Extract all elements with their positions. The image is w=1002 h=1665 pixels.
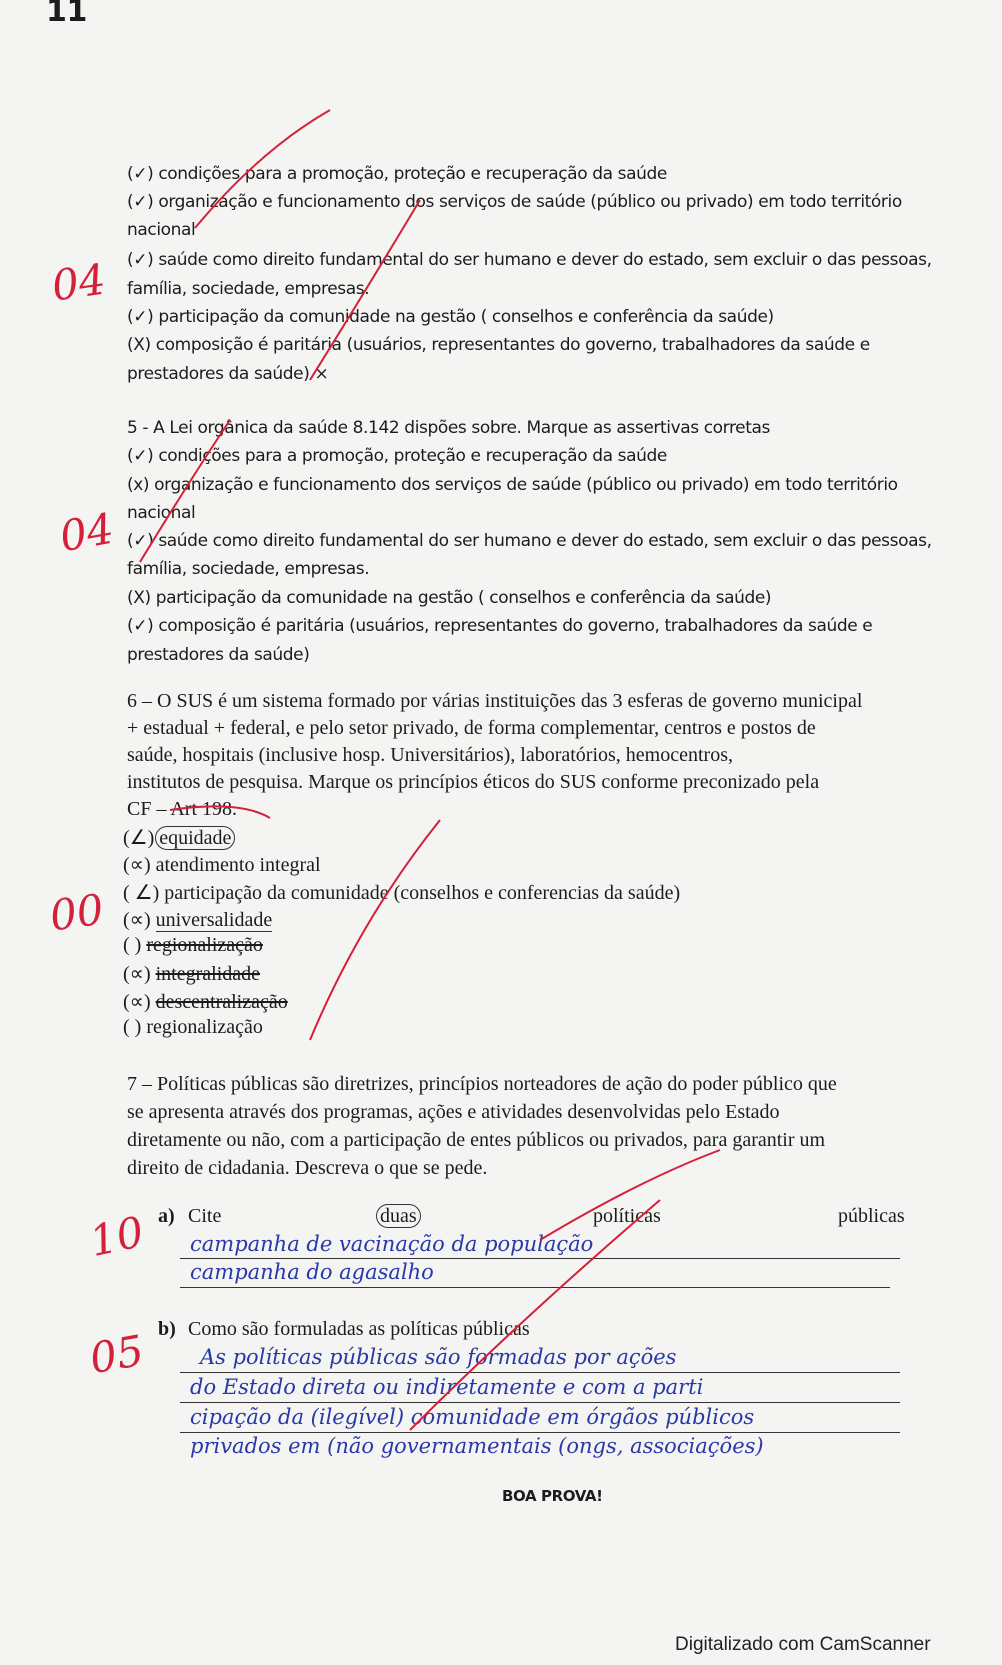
grade-q7a: 10	[85, 1206, 148, 1267]
option-text: condições para a promoção, proteção e recuperação da saúde	[158, 446, 667, 466]
option-item	[123, 852, 321, 877]
option-text: composição é paritária (usuários, representantes do governo, trabalhadores da saúde e	[158, 616, 873, 636]
option-text: participação da comunidade (conselhos e conferencias da saúde)	[164, 882, 681, 904]
question-text-line: direito de cidadania. Descreva o que se pede.	[127, 1157, 488, 1179]
option-text: saúde como direito fundamental do ser humano e dever do estado, sem excluir o das pessoas,	[158, 531, 932, 551]
option-item	[127, 531, 932, 551]
subquestion-a-prompt-start: Cite	[188, 1205, 222, 1227]
question-text-line: CF – Art 198.	[127, 798, 238, 820]
page-mark: 11	[46, 0, 87, 29]
option-mark: ( ∠)	[123, 882, 160, 904]
option-item	[127, 503, 195, 523]
handwritten-answer: campanha do agasalho	[190, 1260, 434, 1284]
option-mark: (✓)	[127, 164, 154, 184]
question-text-line: 7 – Políticas públicas são diretrizes, princípios norteadores de ação do poder público que	[127, 1073, 837, 1095]
option-text: prestadores da saúde)	[127, 645, 310, 665]
footer-text: BOA PROVA!	[502, 1487, 603, 1505]
question-text-line: saúde, hospitais (inclusive hosp. Universitários), laboratórios, hemocentros,	[127, 744, 733, 766]
question-text-line: + estadual + federal, e pelo setor privado, de forma complementar, centros e postos de	[127, 717, 816, 739]
option-text: condições para a promoção, proteção e recuperação da saúde	[158, 164, 667, 184]
subquestion-a-word: públicas	[838, 1205, 905, 1227]
option-mark: (✓)	[127, 192, 154, 212]
option-text: atendimento integral	[155, 854, 321, 876]
handwritten-answer: campanha de vacinação da população	[190, 1232, 594, 1256]
subquestion-a-label: a)	[158, 1205, 175, 1227]
question-text-line: 6 – O SUS é um sistema formado por várias instituições das 3 esferas de governo municipal	[127, 690, 863, 712]
grade-q6: 00	[46, 884, 107, 941]
answer-line	[180, 1258, 900, 1259]
option-mark: (∝)	[123, 909, 151, 931]
answer-line	[180, 1432, 900, 1433]
option-item	[123, 961, 260, 986]
subquestion-b-prompt: Como são formuladas as políticas públicas	[188, 1318, 530, 1340]
option-mark: (∝)	[123, 991, 151, 1013]
option-mark: (x)	[127, 475, 150, 495]
option-item	[123, 907, 272, 932]
option-mark: ( )	[123, 1016, 142, 1038]
option-text: família, sociedade, empresas.	[127, 279, 370, 299]
option-mark: (X)	[127, 588, 151, 608]
option-mark: (✓)	[127, 446, 154, 466]
option-mark: ( )	[123, 934, 142, 956]
option-item	[127, 192, 902, 212]
subquestion-b-label: b)	[158, 1318, 176, 1340]
grade-q7b: 05	[86, 1325, 148, 1384]
handwritten-answer: privados em (não governamentais (ongs, associações)	[190, 1434, 764, 1458]
question-prompt: 5 - A Lei orgânica da saúde 8.142 dispões sobre. Marque as assertivas corretas	[127, 418, 770, 438]
option-text: família, sociedade, empresas.	[127, 559, 370, 579]
option-item	[123, 1016, 263, 1039]
red-check-stroke	[310, 820, 440, 1040]
option-item	[127, 307, 774, 327]
option-text: participação da comunidade na gestão ( conselhos e conferência da saúde)	[158, 307, 774, 327]
option-item	[127, 559, 369, 579]
question-text-line: institutos de pesquisa. Marque os princípios éticos do SUS conforme preconizado pela	[127, 771, 820, 793]
option-mark: (✓)	[127, 616, 154, 636]
option-item	[127, 250, 932, 270]
option-item	[127, 220, 195, 240]
option-text: saúde como direito fundamental do ser humano e dever do estado, sem excluir o das pessoas,	[158, 250, 932, 270]
option-text: equidade	[155, 826, 235, 850]
option-mark: (∠)	[123, 827, 155, 849]
answer-line	[180, 1287, 890, 1288]
option-item	[127, 335, 870, 355]
option-item	[127, 364, 328, 384]
grade-q5: 04	[56, 503, 118, 562]
option-text: universalidade	[155, 909, 273, 931]
option-text: nacional	[127, 503, 196, 523]
option-text: participação da comunidade na gestão ( conselhos e conferência da saúde)	[155, 588, 772, 608]
option-item	[127, 164, 667, 184]
option-text: descentralização	[155, 991, 288, 1013]
option-item	[127, 588, 771, 608]
handwritten-answer: do Estado direta ou indiretamente e com a parti	[190, 1375, 704, 1399]
option-mark: (✓)	[127, 250, 154, 270]
option-text: composição é paritária (usuários, representantes do governo, trabalhadores da saúde e	[155, 335, 870, 355]
option-mark: (✓)	[127, 531, 154, 551]
grade-q4: 04	[48, 254, 109, 311]
option-item	[123, 934, 263, 957]
option-item	[123, 880, 680, 905]
option-text: integralidade	[155, 963, 261, 985]
option-item	[123, 989, 288, 1014]
option-item	[127, 279, 369, 299]
answer-line	[180, 1402, 900, 1403]
subquestion-a-word: políticas	[593, 1205, 661, 1227]
question-text-line: diretamente ou não, com a participação de entes públicos ou privados, para garantir um	[127, 1129, 826, 1151]
option-item	[127, 475, 898, 495]
option-mark: (X)	[127, 335, 151, 355]
option-item	[127, 645, 309, 665]
option-text: organização e funcionamento dos serviços de saúde (público ou privado) em todo território	[158, 192, 902, 212]
option-item	[127, 616, 872, 636]
option-text: nacional	[127, 220, 196, 240]
option-item	[127, 446, 667, 466]
answer-line	[180, 1372, 900, 1373]
option-text: prestadores da saúde) ×	[127, 364, 329, 384]
option-text: regionalização	[146, 934, 263, 956]
option-mark: (∝)	[123, 854, 151, 876]
option-text: organização e funcionamento dos serviços de saúde (público ou privado) em todo território	[154, 475, 898, 495]
option-mark: (✓)	[127, 307, 154, 327]
handwritten-answer: As políticas públicas são formadas por ações	[200, 1345, 677, 1369]
subquestion-a-word: duas	[380, 1205, 417, 1228]
option-text: regionalização	[146, 1016, 263, 1038]
question-text-line: se apresenta através dos programas, ações e atividades desenvolvidas pelo Estado	[127, 1101, 780, 1123]
handwritten-answer: cipação da (ilegível) comunidade em órgãos públicos	[190, 1405, 755, 1429]
option-item	[123, 825, 231, 850]
option-mark: (∝)	[123, 963, 151, 985]
scanner-credit: Digitalizado com CamScanner	[675, 1634, 931, 1655]
